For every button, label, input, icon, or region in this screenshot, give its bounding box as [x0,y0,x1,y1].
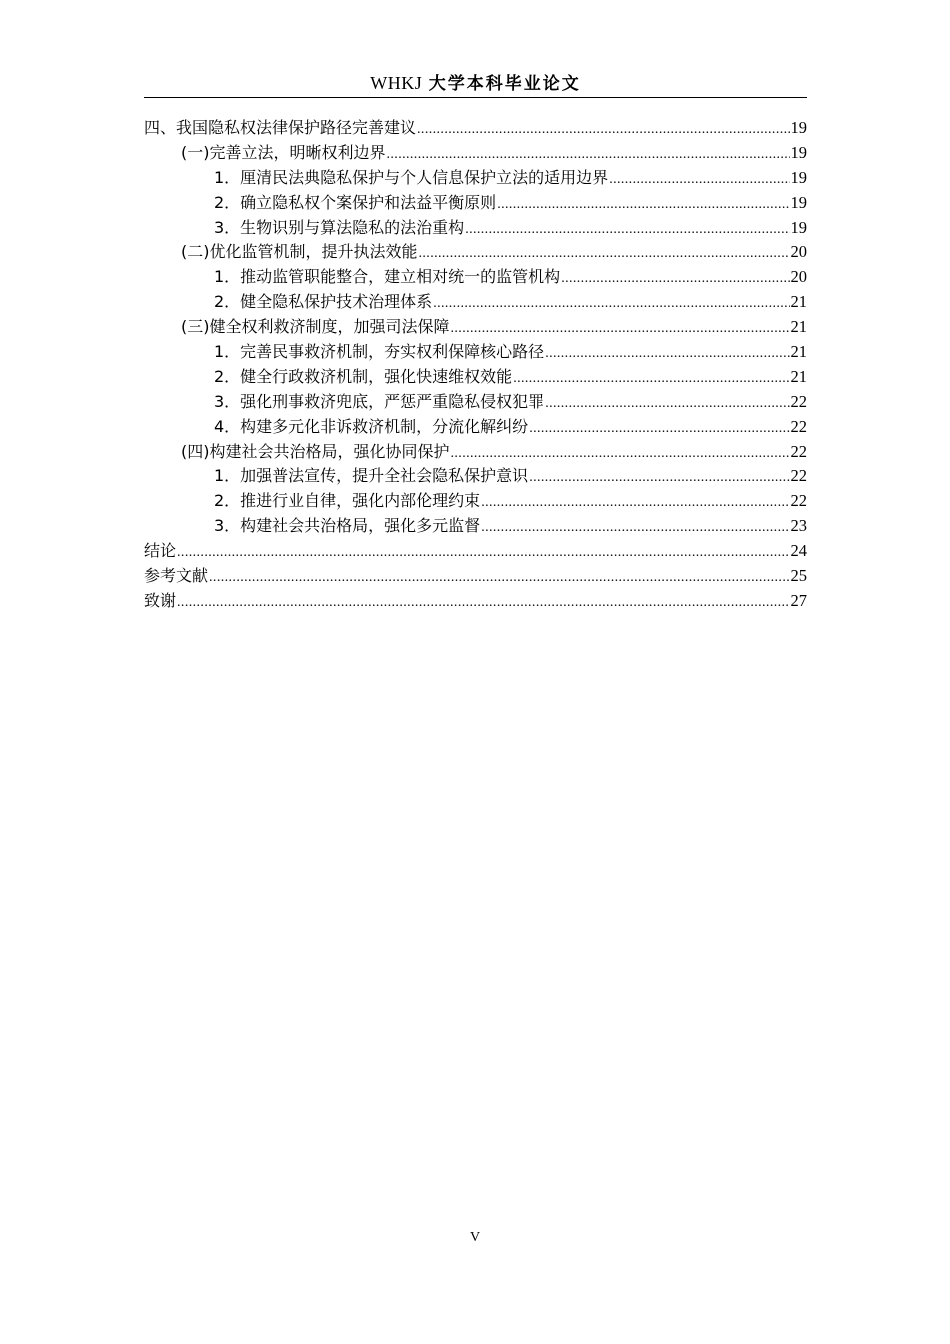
toc-entry-title: 1．加强普法宣传，提升全社会隐私保护意识 [214,466,529,486]
toc-page-number: 21 [790,317,807,337]
toc-dot-leader [481,516,789,541]
toc-entry[interactable] [144,390,807,415]
toc-entry[interactable] [144,440,807,465]
toc-entry-title: 致谢 [144,590,177,610]
toc-page-number: 19 [790,118,807,137]
toc-page-number: 22 [790,391,807,411]
toc-entry[interactable] [144,166,807,191]
toc-dot-leader [451,442,790,467]
toc-dot-leader [529,466,789,491]
toc-entry-title: 1．推动监管职能整合，建立相对统一的监管机构 [214,267,561,287]
toc-entry[interactable] [144,539,807,564]
toc-dot-leader [465,218,789,243]
toc-entry[interactable] [144,191,807,216]
toc-page-number: 27 [790,590,807,610]
toc-entry-title: 参考文献 [144,566,209,586]
toc-entry[interactable] [144,489,807,514]
toc-page-number: 20 [790,242,807,262]
toc-page-number: 24 [790,541,807,561]
toc-entry-title: (四)构建社会共治格局，强化协同保护 [181,441,450,461]
toc-page-number: 19 [790,142,807,162]
toc-page-number: 22 [790,441,807,461]
toc-entry-title: 3．强化刑事救济兜底，严惩严重隐私侵权犯罪 [214,391,545,411]
toc-entry[interactable] [144,415,807,440]
header-title: 大学本科毕业论文 [428,74,581,94]
toc-entry-title: 2．健全隐私保护技术治理体系 [214,292,433,312]
toc-page-number: 20 [790,267,807,287]
header-divider [144,97,807,98]
toc-dot-leader [481,491,789,516]
toc-entry[interactable] [144,290,807,315]
toc-dot-leader [417,118,789,143]
toc-page-number: 22 [790,416,807,436]
toc-dot-leader [545,342,789,367]
toc-entry[interactable] [144,216,807,241]
toc-entry[interactable] [144,589,807,614]
toc-entry[interactable] [144,315,807,340]
toc-entry[interactable] [144,265,807,290]
toc-entry[interactable] [144,365,807,390]
toc-dot-leader [177,591,789,616]
toc-entry-title: 2．确立隐私权个案保护和法益平衡原则 [214,192,497,212]
toc-entry-title: (一)完善立法，明晰权利边界 [181,142,386,162]
toc-page-number: 19 [790,217,807,237]
toc-page-number: 21 [790,292,807,312]
toc-page-number: 23 [790,516,807,536]
toc-dot-leader [609,168,789,193]
toc-entry-title: (三)健全权利救济制度，加强司法保障 [181,317,450,337]
toc-page-number: 19 [790,192,807,212]
toc-entry-title: 1．完善民事救济机制，夯实权利保障核心路径 [214,342,545,362]
toc-entry-title: 3．构建社会共治格局，强化多元监督 [214,516,481,536]
table-of-contents [144,116,807,614]
toc-entry-title: (二)优化监管机制，提升执法效能 [181,242,418,262]
toc-page-number: 21 [790,342,807,362]
toc-entry[interactable] [144,141,807,166]
page-number: V [469,1230,481,1245]
toc-entry-title: 3．生物识别与算法隐私的法治重构 [214,217,465,237]
toc-entry-title: 1．厘清民法典隐私保护与个人信息保护立法的适用边界 [214,167,609,187]
toc-page-number: 25 [790,566,807,586]
toc-entry-title: 四、我国隐私权法律保护路径完善建议 [144,118,417,137]
toc-page-number: 19 [790,167,807,187]
toc-dot-leader [529,417,789,442]
toc-entry-title: 4．构建多元化非诉救济机制，分流化解纠纷 [214,416,529,436]
toc-entry[interactable] [144,116,807,141]
toc-entry[interactable] [144,240,807,265]
toc-dot-leader [387,143,790,168]
toc-dot-leader [451,317,790,342]
toc-entry[interactable] [144,564,807,589]
toc-entry-title: 结论 [144,541,177,561]
toc-dot-leader [209,566,789,591]
toc-dot-leader [177,541,789,566]
toc-page-number: 22 [790,491,807,511]
toc-dot-leader [419,242,790,267]
toc-dot-leader [561,267,789,292]
toc-dot-leader [545,392,789,417]
toc-page-number: 22 [790,466,807,486]
toc-entry[interactable] [144,340,807,365]
toc-entry-title: 2．推进行业自律，强化内部伦理约束 [214,491,481,511]
toc-dot-leader [433,292,789,317]
toc-dot-leader [513,367,789,392]
toc-entry[interactable] [144,514,807,539]
page-header [144,70,807,96]
toc-entry[interactable] [144,464,807,489]
toc-dot-leader [497,193,789,218]
header-abbr: WHKJ [370,73,423,93]
toc-page-number: 21 [790,366,807,386]
toc-entry-title: 2．健全行政救济机制，强化快速维权效能 [214,366,513,386]
